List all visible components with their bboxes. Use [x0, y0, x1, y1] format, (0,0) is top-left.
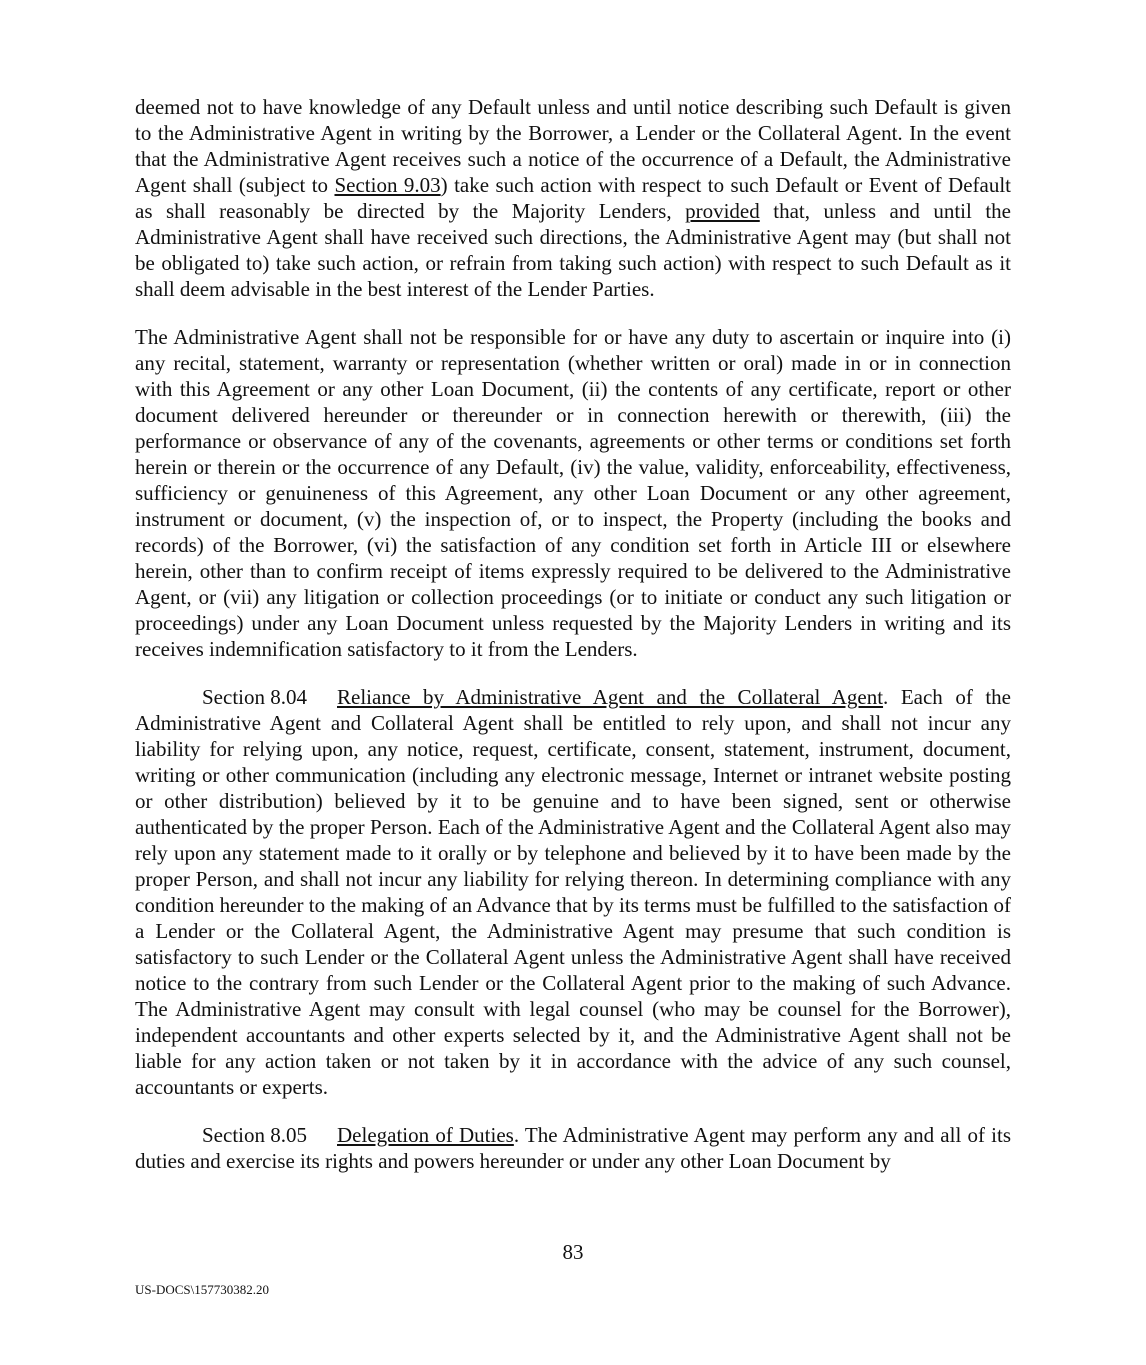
paragraph-not-responsible — [135, 324, 1011, 662]
paragraph-text: ) take such action with respect to such Default or Event of Default as shall reasonably be directed by the Majority Lenders, — [135, 173, 1012, 223]
section-number: Section 8.04 — [202, 685, 307, 709]
section-reference-link[interactable]: Section 9.03 — [334, 173, 441, 197]
section-number: Section 8.05 — [202, 1123, 307, 1147]
section-text: . The Administrative Agent may perform any and all of its duties and exercise its rights and powers hereunder or under any other Loan Document by — [135, 1123, 1012, 1173]
document-id: US-DOCS\157730382.20 — [135, 1282, 269, 1297]
section-text: . Each of the Administrative Agent and Collateral Agent shall be entitled to rely upon, and shall not incur any liability for relying upon, any notice, request, certificate, consent, statement, instrument, document, writing or other communication (including any electronic message, Internet or intranet website posting or other distribution) believed by it to be genuine and to have been signed, sent or otherwise authenticated by the proper Person. Each of the Administrative Agent and the Collateral Agent also may rely upon any statement made to it orally or by telephone and believed by it to have been made by the proper Person, and shall not incur any liability for relying thereon. In determining compliance with any condition hereunder to the making of an Advance that by its terms must be fulfilled to the satisfaction of a Lender or the Collateral Agent, the Administrative Agent may presume that such condition is satisfactory to such Lender or the Collateral Agent unless the Administrative Agent shall have received notice to the contrary from such Lender or the Collateral Agent prior to the making of such Advance. The Administrative Agent may consult with legal counsel (who may be counsel for the Borrower), independent accountants and other experts selected by it, and the Administrative Agent shall not be liable for any action taken or not taken by it in accordance with the advice of any such counsel, accountants or experts. — [135, 685, 1011, 1099]
document-body — [135, 94, 1011, 1196]
section-8-05 — [135, 1122, 1011, 1174]
section-heading: Delegation of Duties — [337, 1123, 514, 1147]
section-8-04 — [135, 684, 1011, 1100]
paragraph-default-notice — [135, 94, 1011, 302]
paragraph-text: The Administrative Agent shall not be responsible for or have any duty to ascertain or inquire into (i) any recital, statement, warranty or representation (whether written or oral) made in or in connection with this Agreement or any other Loan Document, (ii) the contents of any certificate, report or other document delivered hereunder or thereunder or in connection herewith or therewith, (iii) the performance or observance of any of the covenants, agreements or other terms or conditions set forth herein or therein or the occurrence of any Default, (iv) the value, validity, enforceability, effectiveness, sufficiency or genuineness of this Agreement, any other Loan Document or any other agreement, instrument or document, (v) the inspection of, or to inspect, the Property (including the books and records) of the Borrower, (vi) the satisfaction of any condition set forth in Article III or elsewhere herein, other than to confirm receipt of items expressly required to be delivered to the Administrative Agent, or (vii) any litigation or collection proceedings (or to initiate or conduct any such litigation or proceedings) under any Loan Document unless requested by the Majority Lenders in writing and its receives indemnification satisfactory to it from the Lenders. — [135, 325, 1011, 661]
provided-term: provided — [685, 199, 760, 223]
paragraph-text: that, unless and until the Administrative Agent shall have received such directions, the Administrative Agent may (but shall not be obligated to) take such action, or refrain from taking such action) with respect to such Default as it shall deem advisable in the best interest of the Lender Parties. — [135, 199, 1011, 301]
section-heading: Reliance by Administrative Agent and the Collateral Agent — [337, 685, 884, 709]
page-number: 83 — [562, 1240, 584, 1264]
paragraph-text: deemed not to have knowledge of any Default unless and until notice describing such Default is given to the Administrative Agent in writing by the Borrower, a Lender or the Collateral Agent. In the event that the Administrative Agent receives such a notice of the occurrence of a Default, the Administrative Agent shall (subject to — [135, 95, 1011, 197]
